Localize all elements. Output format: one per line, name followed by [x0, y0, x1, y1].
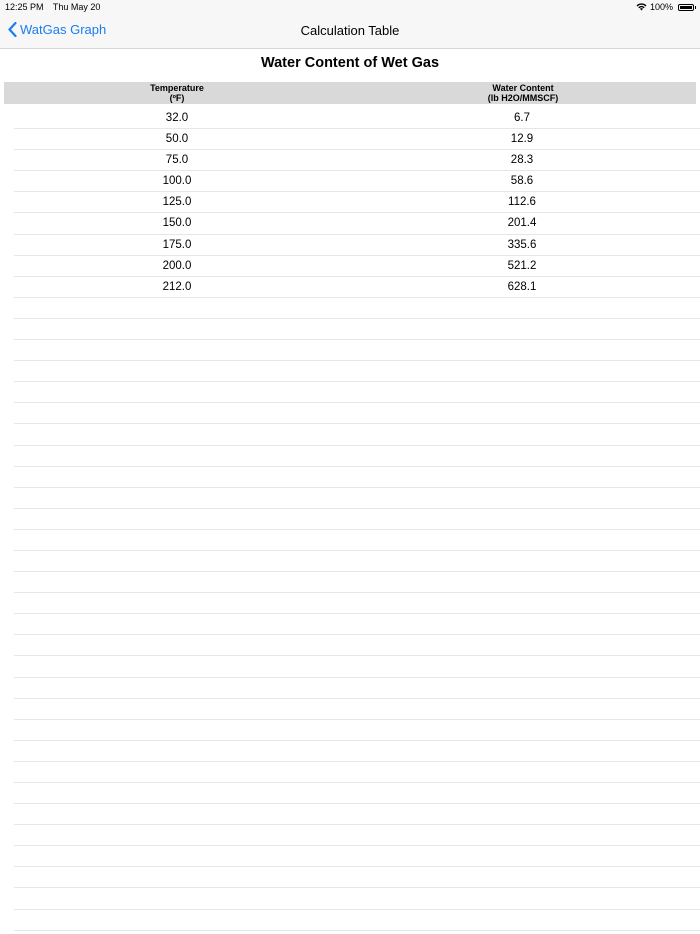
column-header-water-unit: (lb H2O/MMSCF) — [487, 93, 559, 103]
wifi-icon — [636, 3, 647, 11]
table-row[interactable] — [14, 277, 700, 298]
table-row-empty — [14, 319, 700, 340]
table-row-empty — [14, 340, 700, 361]
status-right — [636, 2, 694, 12]
cell-water-content: 28.3 — [510, 154, 534, 167]
table-row[interactable] — [14, 150, 700, 171]
table-row-empty — [14, 804, 700, 825]
column-header-temperature-label: Temperature — [150, 83, 204, 93]
table-body — [14, 108, 700, 931]
table-row-empty — [14, 825, 700, 846]
table-row-empty — [14, 867, 700, 888]
table-row[interactable] — [14, 256, 700, 277]
column-header-water-label: Water Content — [492, 83, 554, 93]
table-row-empty — [14, 446, 700, 467]
table-row-empty — [14, 846, 700, 867]
table-row-empty — [14, 424, 700, 445]
table-row[interactable] — [14, 171, 700, 192]
table-row-empty — [14, 382, 700, 403]
cell-temperature: 200.0 — [162, 259, 192, 272]
table-row-empty — [14, 551, 700, 572]
table-row-empty — [14, 488, 700, 509]
cell-water-content: 112.6 — [508, 196, 536, 209]
table-row[interactable] — [14, 192, 700, 213]
battery-icon — [678, 4, 694, 11]
table-row-empty — [14, 888, 700, 909]
cell-temperature: 125.0 — [162, 196, 192, 209]
cell-temperature: 50.0 — [165, 133, 189, 146]
table-row-empty — [14, 910, 700, 931]
cell-water-content: 628.1 — [507, 280, 537, 293]
cell-temperature: 100.0 — [162, 175, 192, 188]
table-row-empty — [14, 656, 700, 677]
cell-water-content: 521.2 — [507, 259, 537, 272]
table-row-empty — [14, 467, 700, 488]
cell-water-content: 335.6 — [507, 238, 537, 251]
cell-water-content: 12.9 — [510, 133, 534, 146]
cell-water-content: 201.4 — [507, 217, 537, 230]
table-row-empty — [14, 530, 700, 551]
status-date: Thu May 20 — [52, 2, 101, 12]
cell-temperature: 32.0 — [165, 112, 189, 124]
table-row[interactable] — [14, 108, 700, 129]
table-row-empty — [14, 635, 700, 656]
column-header-temperature — [4, 83, 350, 103]
cell-temperature: 212.0 — [162, 280, 192, 293]
table-row-empty — [14, 614, 700, 635]
table-row-empty — [14, 572, 700, 593]
cell-temperature: 175.0 — [162, 238, 192, 251]
table-row-empty — [14, 403, 700, 424]
page-title: Calculation Table — [300, 23, 400, 38]
table-row-empty — [14, 783, 700, 804]
table-row-empty — [14, 678, 700, 699]
table-row-empty — [14, 361, 700, 382]
table-row-empty — [14, 593, 700, 614]
table-row[interactable] — [14, 235, 700, 256]
back-button-label: WatGas Graph — [20, 22, 107, 37]
table-row-empty — [14, 720, 700, 741]
status-time: 12:25 PM — [5, 2, 44, 12]
table-row[interactable] — [14, 213, 700, 234]
battery-percent: 100% — [649, 2, 673, 12]
cell-water-content: 58.6 — [510, 175, 534, 188]
status-bar — [0, 0, 700, 14]
cell-temperature: 75.0 — [165, 154, 189, 167]
table-title: Water Content of Wet Gas — [260, 55, 440, 71]
navigation-bar — [0, 14, 700, 49]
table-row-empty — [14, 699, 700, 720]
cell-water-content: 6.7 — [514, 112, 530, 124]
table-row-empty — [14, 298, 700, 319]
table-row[interactable] — [14, 129, 700, 150]
column-header-temperature-unit: (ºF) — [169, 93, 185, 103]
table-row-empty — [14, 741, 700, 762]
table-header — [4, 82, 696, 104]
table-row-empty — [14, 762, 700, 783]
cell-temperature: 150.0 — [162, 217, 192, 230]
column-header-water-content — [350, 83, 696, 103]
table-row-empty — [14, 509, 700, 530]
status-left — [5, 2, 107, 12]
